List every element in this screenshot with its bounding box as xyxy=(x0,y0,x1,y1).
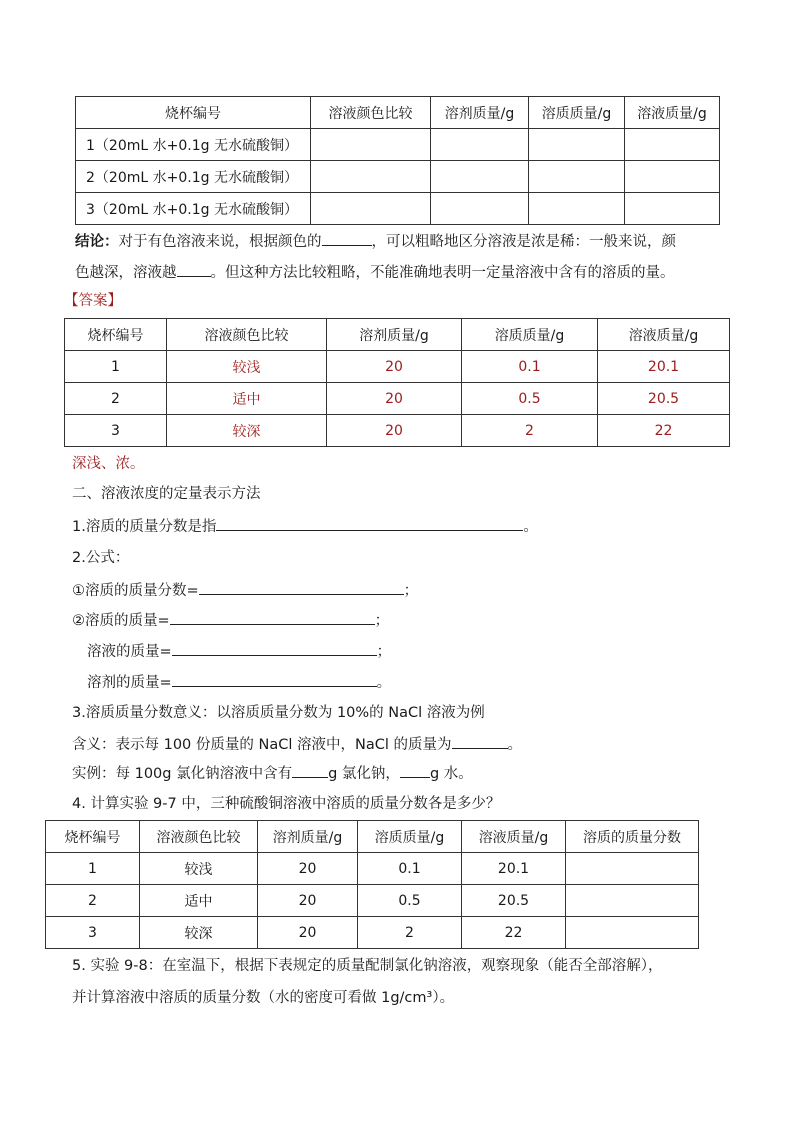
mass-fraction-table xyxy=(45,820,699,949)
header-cell: 溶液质量/g xyxy=(598,319,730,351)
table-cell: 20 xyxy=(258,917,358,949)
item-2: 2.公式： xyxy=(72,550,130,566)
formula-label: 溶液的质量= xyxy=(87,644,172,660)
item-1-end: 。 xyxy=(523,519,538,535)
conclusion-line-1 xyxy=(75,231,676,252)
table-row xyxy=(65,383,730,415)
header-cell: 烧杯编号 xyxy=(76,97,311,129)
header-cell: 溶液质量/g xyxy=(462,821,566,853)
answer-cell: 20 xyxy=(327,351,462,383)
table-cell: 22 xyxy=(462,917,566,949)
empty-cell xyxy=(625,193,720,225)
header-cell: 烧杯编号 xyxy=(46,821,140,853)
answer-label: 【答案】 xyxy=(64,293,122,309)
formula-2 xyxy=(72,610,389,631)
table-cell: 20 xyxy=(258,885,358,917)
answer-cell: 20 xyxy=(327,415,462,447)
section-title: 二、溶液浓度的定量表示方法 xyxy=(72,486,261,502)
empty-cell xyxy=(431,129,529,161)
beaker-answer-table xyxy=(64,318,730,447)
header-cell: 溶质质量/g xyxy=(358,821,462,853)
empty-cell xyxy=(529,129,625,161)
conclusion-text: ，可以粗略地区分溶液是浓是稀：一般来说，颜 xyxy=(371,234,676,250)
item-1 xyxy=(72,516,538,537)
table-cell: 1 xyxy=(46,853,140,885)
empty-cell xyxy=(529,193,625,225)
table-row xyxy=(46,853,699,885)
answer-cell: 20.5 xyxy=(598,383,730,415)
formula-label: ①溶质的质量分数= xyxy=(72,583,199,599)
fill-blank xyxy=(170,610,375,625)
empty-cell xyxy=(431,161,529,193)
beaker-table-blank xyxy=(75,96,720,225)
header-cell: 烧杯编号 xyxy=(65,319,167,351)
beaker-label-cell: 1（20mL 水+0.1g 无水硫酸铜） xyxy=(76,129,311,161)
answer-cell: 较浅 xyxy=(167,351,327,383)
formula-end: ； xyxy=(403,583,419,599)
formula-end: ； xyxy=(374,613,390,629)
answer-cell: 0.1 xyxy=(462,351,598,383)
beaker-label-cell: 2（20mL 水+0.1g 无水硫酸铜） xyxy=(76,161,311,193)
table-cell: 较深 xyxy=(140,917,258,949)
answer-cell: 适中 xyxy=(167,383,327,415)
table-cell: 0.5 xyxy=(358,885,462,917)
fill-blank xyxy=(216,516,523,531)
table-row xyxy=(76,193,720,225)
fill-blank xyxy=(199,580,404,595)
answer-cell: 较深 xyxy=(167,415,327,447)
empty-cell xyxy=(311,161,431,193)
header-cell: 溶液颜色比较 xyxy=(167,319,327,351)
table-header-row xyxy=(46,821,699,853)
table-cell: 20.5 xyxy=(462,885,566,917)
table-cell: 适中 xyxy=(140,885,258,917)
table-cell: 0.1 xyxy=(358,853,462,885)
table-cell: 20 xyxy=(258,853,358,885)
answer-cell: 20 xyxy=(327,383,462,415)
empty-cell xyxy=(566,853,699,885)
fill-blank xyxy=(292,763,328,778)
item-3: 3.溶质质量分数意义：以溶质质量分数为 10%的 NaCl 溶液为例 xyxy=(72,705,485,721)
header-cell: 溶液颜色比较 xyxy=(140,821,258,853)
table-row xyxy=(76,161,720,193)
empty-cell xyxy=(625,129,720,161)
header-cell: 溶质质量/g xyxy=(462,319,598,351)
table-header-row xyxy=(76,97,720,129)
formula-4 xyxy=(87,672,391,693)
fill-blank xyxy=(452,734,508,749)
empty-cell xyxy=(311,193,431,225)
table-cell: 2 xyxy=(46,885,140,917)
header-cell: 溶剂质量/g xyxy=(258,821,358,853)
empty-cell xyxy=(431,193,529,225)
answer-cell: 2 xyxy=(462,415,598,447)
fill-blank xyxy=(177,262,211,277)
formula-end: ； xyxy=(376,644,392,660)
formula-1 xyxy=(72,580,418,601)
table-cell: 3 xyxy=(46,917,140,949)
header-cell: 溶液质量/g xyxy=(625,97,720,129)
table-header-row xyxy=(65,319,730,351)
formula-3 xyxy=(87,641,391,662)
empty-cell xyxy=(311,129,431,161)
example-text: g 水。 xyxy=(429,766,473,782)
table-row xyxy=(46,885,699,917)
conclusion-line-2 xyxy=(75,262,675,283)
conclusion-text: 色越深，溶液越 xyxy=(75,265,177,281)
table-cell: 1 xyxy=(65,351,167,383)
header-cell: 溶剂质量/g xyxy=(431,97,529,129)
fill-blank xyxy=(172,641,377,656)
formula-label: ②溶质的质量= xyxy=(72,613,170,629)
table-row xyxy=(65,415,730,447)
table-cell: 20.1 xyxy=(462,853,566,885)
header-cell: 溶质质量/g xyxy=(529,97,625,129)
item-1-text: 1.溶质的质量分数是指 xyxy=(72,519,217,535)
header-cell: 溶剂质量/g xyxy=(327,319,462,351)
header-cell: 溶液颜色比较 xyxy=(311,97,431,129)
table-row xyxy=(65,351,730,383)
answer-cell: 22 xyxy=(598,415,730,447)
meaning-end: 。 xyxy=(507,737,522,753)
answer-text: 深浅、浓。 xyxy=(72,456,145,472)
table-row xyxy=(46,917,699,949)
beaker-label-cell: 3（20mL 水+0.1g 无水硫酸铜） xyxy=(76,193,311,225)
table-cell: 2 xyxy=(358,917,462,949)
example-line xyxy=(72,763,473,784)
formula-label: 溶剂的质量= xyxy=(87,675,172,691)
item-4: 4. 计算实验 9-7 中，三种硫酸铜溶液中溶质的质量分数各是多少？ xyxy=(72,796,501,812)
fill-blank xyxy=(322,231,372,246)
item-5-line-2: 并计算溶液中溶质的质量分数（水的密度可看做 1g/cm³）。 xyxy=(72,990,455,1006)
conclusion-text: 对于有色溶液来说，根据颜色的 xyxy=(118,234,322,250)
example-text: g 氯化钠， xyxy=(328,766,400,782)
fill-blank xyxy=(400,763,430,778)
header-cell: 溶质的质量分数 xyxy=(566,821,699,853)
empty-cell xyxy=(529,161,625,193)
conclusion-label: 结论： xyxy=(75,234,119,250)
formula-end: 。 xyxy=(376,675,392,691)
table-cell: 较浅 xyxy=(140,853,258,885)
table-cell: 3 xyxy=(65,415,167,447)
item-5-line-1: 5. 实验 9-8：在室温下，根据下表规定的质量配制氯化钠溶液，观察现象（能否全部溶解）， xyxy=(72,958,663,974)
answer-cell: 0.5 xyxy=(462,383,598,415)
fill-blank xyxy=(172,672,377,687)
example-text: 实例：每 100g 氯化钠溶液中含有 xyxy=(72,766,293,782)
meaning-text: 含义：表示每 100 份质量的 NaCl 溶液中，NaCl 的质量为 xyxy=(72,737,452,753)
empty-cell xyxy=(625,161,720,193)
meaning-line xyxy=(72,734,522,755)
conclusion-text: 。但这种方法比较粗略，不能准确地表明一定量溶液中含有的溶质的量。 xyxy=(210,265,675,281)
table-row xyxy=(76,129,720,161)
table-cell: 2 xyxy=(65,383,167,415)
empty-cell xyxy=(566,917,699,949)
empty-cell xyxy=(566,885,699,917)
answer-cell: 20.1 xyxy=(598,351,730,383)
